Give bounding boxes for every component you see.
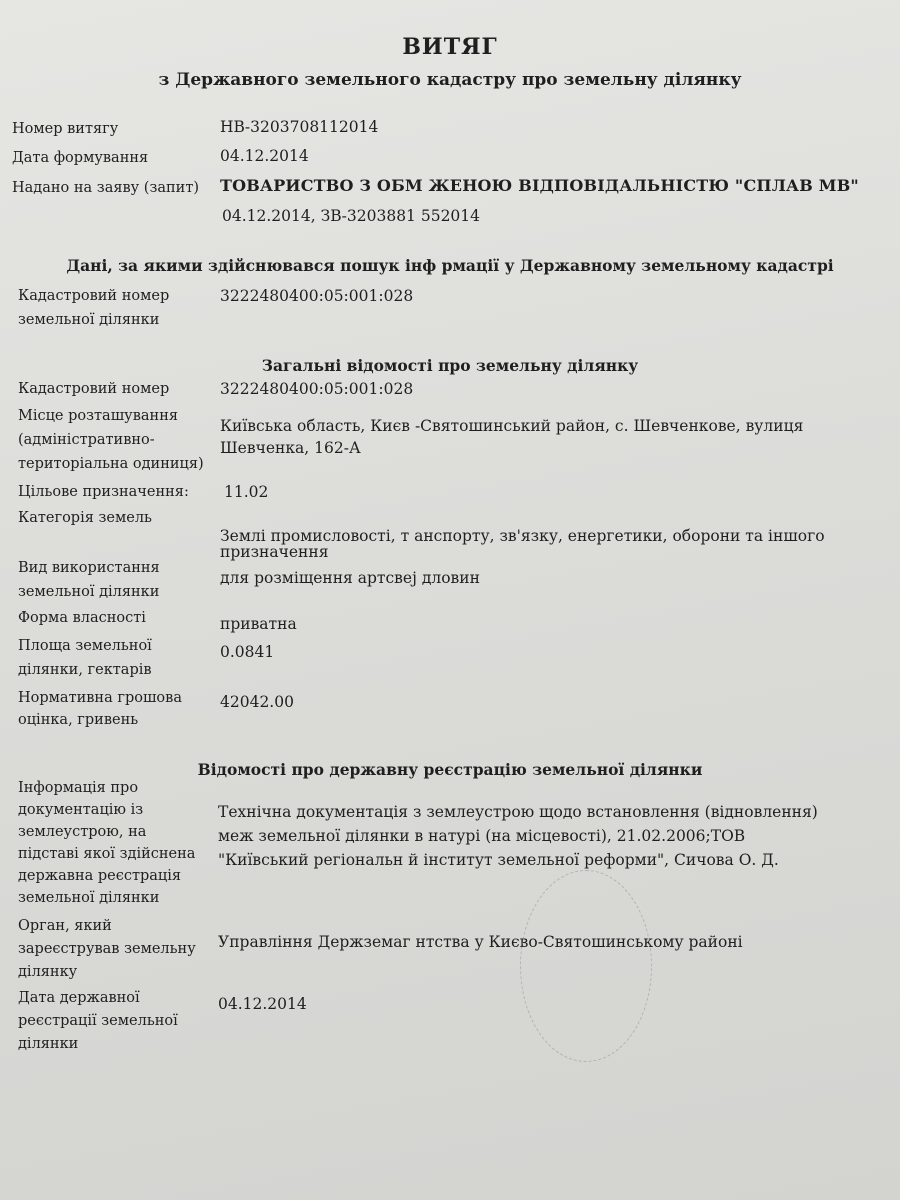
usage-label: Вид використання [18,560,160,576]
purpose-label: Цільове призначення: [18,484,189,500]
doc-label-5: державна реєстрація [18,868,182,884]
formation-date-label: Дата формування [12,150,149,166]
request-ref-value: 04.12.2014, ЗВ-3203881 552014 [222,207,481,225]
usage-value: для розміщення артсвеј дловин [220,569,480,587]
area-value: 0.0841 [220,643,275,661]
doc-value: Технічна документація з землеустрою щодо встановлення (відновлення) [218,803,818,821]
valuation-label-2: оцінка, гривень [18,712,139,728]
extract-number-value: НВ-3203708112014 [220,118,379,136]
area-label: Площа земельної [18,638,152,654]
registration-date-label-2: реєстрації земельної [18,1013,178,1029]
category-value: Землі промисловості, т анспорту, зв'язку, енергетики, оборони та іншого [220,527,825,545]
request-label: Надано на заяву (запит) [12,180,200,196]
formation-date-value: 04.12.2014 [220,147,309,165]
valuation-label: Нормативна грошова [18,690,182,706]
ownership-label: Форма власності [18,610,146,626]
organ-value: Управління Держземаг нтства у Києво-Святошинському районі [218,933,743,951]
general-section-heading: Загальні відомості про земельну ділянку [261,356,639,375]
location-value-2: Шевченка, 162-А [220,439,361,457]
ownership-value: приватна [220,615,297,633]
registration-date-label: Дата державної [18,990,140,1006]
doc-label-3: землеустрою, на [18,824,147,840]
location-label-2: (адміністративно- [18,432,155,448]
location-label-3: територіальна одиниця) [18,456,204,472]
doc-label: Інформація про [18,780,139,796]
purpose-value: 11.02 [224,483,269,501]
doc-value-2: меж земельної ділянки в натурі (на місцевості), 21.02.2006;ТОВ [218,827,746,845]
category-value-2: призначення [220,543,329,561]
registration-date-label-3: ділянки [18,1036,79,1052]
organ-label-3: ділянку [18,964,78,980]
registration-date-value: 04.12.2014 [218,995,307,1013]
general-cadastral-value: 3222480400:05:001:028 [220,380,414,398]
document-title: ВИТЯГ [402,34,498,60]
doc-value-3: "Київський регіональн й інститут земельної реформи", Сичова О. Д. [218,851,779,869]
extract-number-label: Номер витягу [12,121,119,137]
search-section-heading: Дані, за якими здійснювався пошук інф рмації у Державному земельному кадастрі [66,256,834,275]
usage-label-2: земельної ділянки [18,584,160,600]
doc-label-2: документацію із [18,802,144,818]
area-label-2: ділянки, гектарів [18,662,152,678]
general-cadastral-label: Кадастровий номер [18,381,170,397]
doc-label-4: підставі якої здійснена [18,846,196,862]
document-subtitle: з Державного земельного кадастру про земельну ділянку [158,70,742,90]
registration-section-heading: Відомості про державну реєстрацію земельної ділянки [197,760,703,779]
location-label: Місце розташування [18,408,179,424]
request-org-value: ТОВАРИСТВО З ОБМ ЖЕНОЮ ВІДПОВІДАЛЬНІСТЮ "СПЛАВ МВ" [220,176,859,195]
search-cadastral-value: 3222480400:05:001:028 [220,287,414,305]
search-cadastral-label-2: земельної ділянки [18,312,160,328]
location-value: Київська область, Києв -Святошинський район, с. Шевченкове, вулиця [220,417,804,435]
search-cadastral-label: Кадастровий номер [18,288,170,304]
category-label: Категорія земель [18,510,152,526]
organ-label-2: зареєстрував земельну [18,941,196,957]
valuation-value: 42042.00 [220,693,294,711]
doc-label-6: земельної ділянки [18,890,160,906]
organ-label: Орган, який [18,918,112,934]
stamp-outline [520,870,652,1062]
